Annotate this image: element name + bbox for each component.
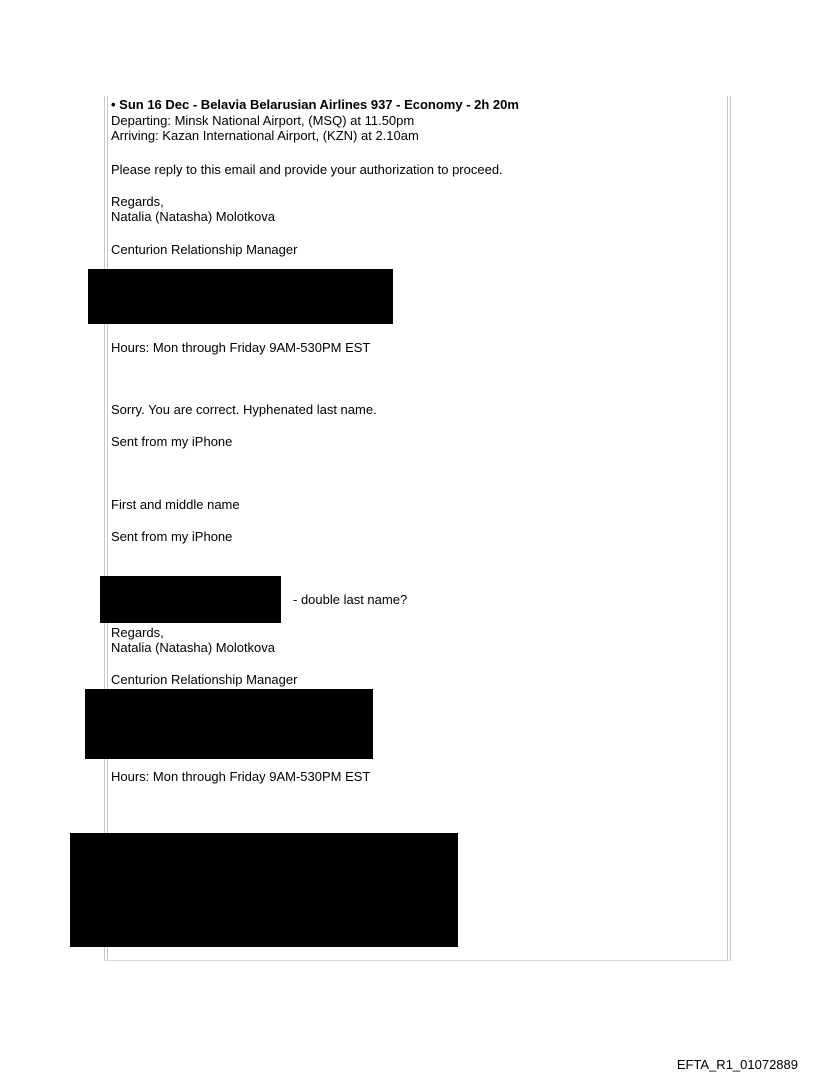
sender-title: Centurion Relationship Manager bbox=[111, 672, 298, 687]
sender-name: Natalia (Natasha) Molotkova bbox=[111, 640, 276, 655]
authorization-request: Please reply to this email and provide your authorization to proceed. bbox=[111, 162, 503, 177]
sender-title: Centurion Relationship Manager bbox=[111, 242, 298, 257]
iphone-signature: Sent from my iPhone bbox=[111, 529, 233, 544]
sender-name: Natalia (Natasha) Molotkova bbox=[111, 209, 276, 224]
iphone-signature: Sent from my iPhone bbox=[111, 434, 233, 449]
reply-text: Sorry. You are correct. Hyphenated last name. bbox=[111, 402, 377, 417]
flight-departing: Departing: Minsk National Airport, (MSQ) at 11.50pm bbox=[111, 113, 415, 128]
regards-text: Regards, bbox=[111, 194, 164, 209]
regards-text: Regards, bbox=[111, 625, 164, 640]
office-hours: Hours: Mon through Friday 9AM-530PM EST bbox=[111, 340, 371, 355]
redaction-block bbox=[70, 833, 458, 947]
redaction-block bbox=[100, 576, 281, 623]
document-id: EFTA_R1_01072889 bbox=[676, 1057, 798, 1072]
office-hours: Hours: Mon through Friday 9AM-530PM EST bbox=[111, 769, 371, 784]
flight-header: • Sun 16 Dec - Belavia Belarusian Airlines 937 - Economy - 2h 20m bbox=[111, 97, 519, 112]
redaction-block bbox=[88, 269, 393, 324]
reply-text: First and middle name bbox=[111, 497, 240, 512]
flight-arriving: Arriving: Kazan International Airport, (KZN) at 2.10am bbox=[111, 128, 419, 143]
double-last-name-question: - double last name? bbox=[293, 592, 408, 607]
redaction-block bbox=[85, 689, 373, 759]
